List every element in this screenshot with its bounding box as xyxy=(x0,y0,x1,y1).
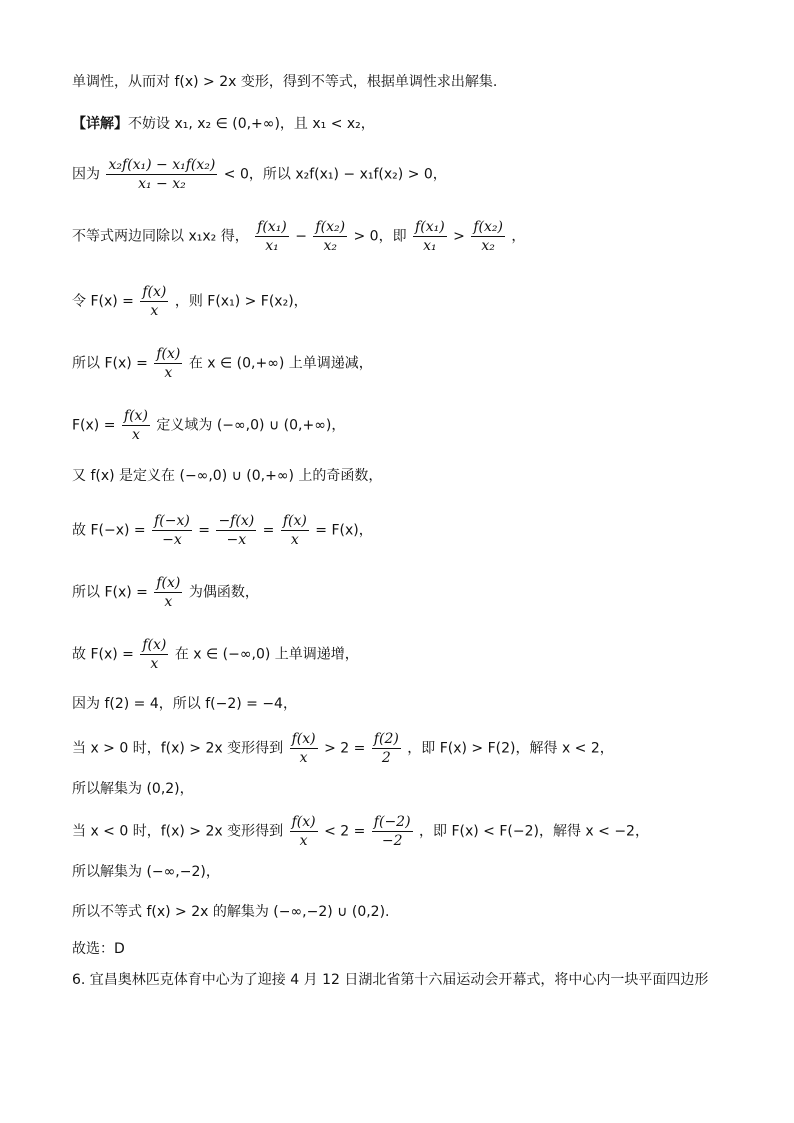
line-post: ， xyxy=(511,228,526,245)
line-pre: 令 F(x) = xyxy=(72,293,134,310)
denominator: x xyxy=(299,833,308,849)
fraction xyxy=(154,345,182,382)
numerator: f(2) xyxy=(373,731,399,747)
line-text: 所以解集为 (0,2)， xyxy=(72,781,194,797)
text-line-define-F xyxy=(72,283,308,320)
fraction xyxy=(255,218,289,255)
numerator: f(x) xyxy=(123,408,148,424)
text-line-fraction-condition xyxy=(72,156,447,193)
line-pre: 故 F(−x) = xyxy=(72,522,146,539)
fraction xyxy=(313,218,347,255)
numerator: f(−2) xyxy=(373,814,411,830)
text-line-even xyxy=(72,574,259,611)
denominator: x xyxy=(299,750,308,766)
fraction xyxy=(471,218,505,255)
line-post: 在 x ∈ (−∞,0) 上单调递增， xyxy=(174,646,359,663)
line-text: 又 f(x) 是定义在 (−∞,0) ∪ (0,+∞) 上的奇函数， xyxy=(72,468,383,484)
line-text: 不妨设 x₁, x₂ ∈ (0,+∞)，且 x₁ < x₂， xyxy=(128,116,375,132)
line-pre: 因为 xyxy=(72,166,100,183)
fraction xyxy=(216,512,256,549)
line-post: ，则 F(x₁) > F(x₂)， xyxy=(174,293,308,310)
fraction xyxy=(154,574,182,611)
denominator: x xyxy=(164,594,173,610)
numerator: f(x) xyxy=(291,814,316,830)
operator: = xyxy=(198,522,210,539)
fraction xyxy=(281,512,309,549)
operator: − xyxy=(295,228,307,245)
numerator: f(x) xyxy=(142,637,167,653)
numerator: f(−x) xyxy=(154,513,190,529)
line-text: 单调性，从而对 f(x) > 2x 变形，得到不等式，根据单调性求出解集. xyxy=(72,74,498,90)
line-post: 为偶函数， xyxy=(188,584,259,601)
text-line-solution-negative xyxy=(72,862,220,882)
operator: > 0，即 xyxy=(353,228,407,245)
line-post: = F(x)， xyxy=(315,522,373,539)
text-line-domain xyxy=(72,407,345,444)
fraction xyxy=(122,407,150,444)
numerator: f(x₂) xyxy=(473,219,503,235)
numerator: f(x₁) xyxy=(415,219,445,235)
fraction xyxy=(290,730,318,767)
line-pre: 故 F(x) = xyxy=(72,646,134,663)
denominator: x xyxy=(290,532,299,548)
line-pre: F(x) = xyxy=(72,417,116,434)
fraction xyxy=(290,813,318,850)
denominator: x₁ xyxy=(423,238,437,254)
fraction xyxy=(413,218,447,255)
numerator: −f(x) xyxy=(218,513,255,529)
line-post: ，即 F(x) > F(2)，解得 x < 2， xyxy=(407,740,614,757)
text-line-solution-positive xyxy=(72,779,194,799)
line-pre: 不等式两边同除以 x₁x₂ 得， xyxy=(72,228,249,245)
text-line-divide xyxy=(72,218,525,255)
numerator: x₂f(x₁) − x₁f(x₂) xyxy=(108,157,216,173)
denominator: x xyxy=(131,427,140,443)
text-line-intro xyxy=(72,72,497,92)
denominator: x₁ − x₂ xyxy=(138,176,186,192)
denominator: 2 xyxy=(381,750,391,766)
fraction xyxy=(140,636,168,673)
text-line-f2 xyxy=(72,694,297,714)
line-text: 6. 宜昌奥林匹克体育中心为了迎接 4 月 12 日湖北省第十六届运动会开幕式，将中心内一块平面四边形 xyxy=(72,972,709,988)
text-line-next-question xyxy=(72,970,708,990)
numerator: f(x) xyxy=(156,575,181,591)
operator: > xyxy=(453,228,465,245)
text-line-F-neg-x xyxy=(72,512,373,549)
fraction xyxy=(372,813,413,850)
fraction xyxy=(152,512,192,549)
denominator: −x xyxy=(162,532,182,548)
text-line-increasing xyxy=(72,636,359,673)
line-post: 在 x ∈ (0,+∞) 上单调递减， xyxy=(188,355,373,372)
operator: < 2 = xyxy=(324,823,366,840)
line-pre: 所以 F(x) = xyxy=(72,355,148,372)
fraction xyxy=(372,730,401,767)
line-text: 故选：D xyxy=(72,941,125,957)
line-post: 定义域为 (−∞,0) ∪ (0,+∞)， xyxy=(156,417,346,434)
numerator: f(x) xyxy=(156,346,181,362)
numerator: f(x) xyxy=(282,513,307,529)
text-line-case-negative xyxy=(72,813,649,850)
denominator: x₂ xyxy=(323,238,337,254)
line-pre: 所以 F(x) = xyxy=(72,584,148,601)
fraction xyxy=(106,156,217,193)
numerator: f(x₁) xyxy=(257,219,287,235)
denominator: −x xyxy=(226,532,247,548)
text-line-final-solution xyxy=(72,902,390,922)
operator: > 2 = xyxy=(324,740,366,757)
line-pre: 当 x > 0 时，f(x) > 2x 变形得到 xyxy=(72,740,284,757)
numerator: f(x) xyxy=(291,731,316,747)
denominator: x₁ xyxy=(265,238,279,254)
line-post: < 0，所以 x₂f(x₁) − x₁f(x₂) > 0， xyxy=(223,166,447,183)
text-line-detail xyxy=(72,114,375,134)
denominator: −2 xyxy=(381,833,403,849)
denominator: x₂ xyxy=(481,238,495,254)
text-line-answer xyxy=(72,939,125,959)
line-text: 所以不等式 f(x) > 2x 的解集为 (−∞,−2) ∪ (0,2). xyxy=(72,904,390,920)
numerator: f(x) xyxy=(142,284,167,300)
line-text: 所以解集为 (−∞,−2)， xyxy=(72,864,220,880)
fraction xyxy=(140,283,168,320)
text-line-decreasing xyxy=(72,345,373,382)
line-pre: 当 x < 0 时，f(x) > 2x 变形得到 xyxy=(72,823,284,840)
denominator: x xyxy=(150,303,159,319)
detail-heading: 【详解】 xyxy=(72,116,128,132)
line-text: 因为 f(2) = 4，所以 f(−2) = −4， xyxy=(72,696,297,712)
numerator: f(x₂) xyxy=(315,219,346,235)
denominator: x xyxy=(150,656,159,672)
text-line-odd-function xyxy=(72,466,382,486)
line-post: ，即 F(x) < F(−2)，解得 x < −2， xyxy=(419,823,649,840)
text-line-case-positive xyxy=(72,730,614,767)
operator: = xyxy=(262,522,275,539)
denominator: x xyxy=(164,365,173,381)
